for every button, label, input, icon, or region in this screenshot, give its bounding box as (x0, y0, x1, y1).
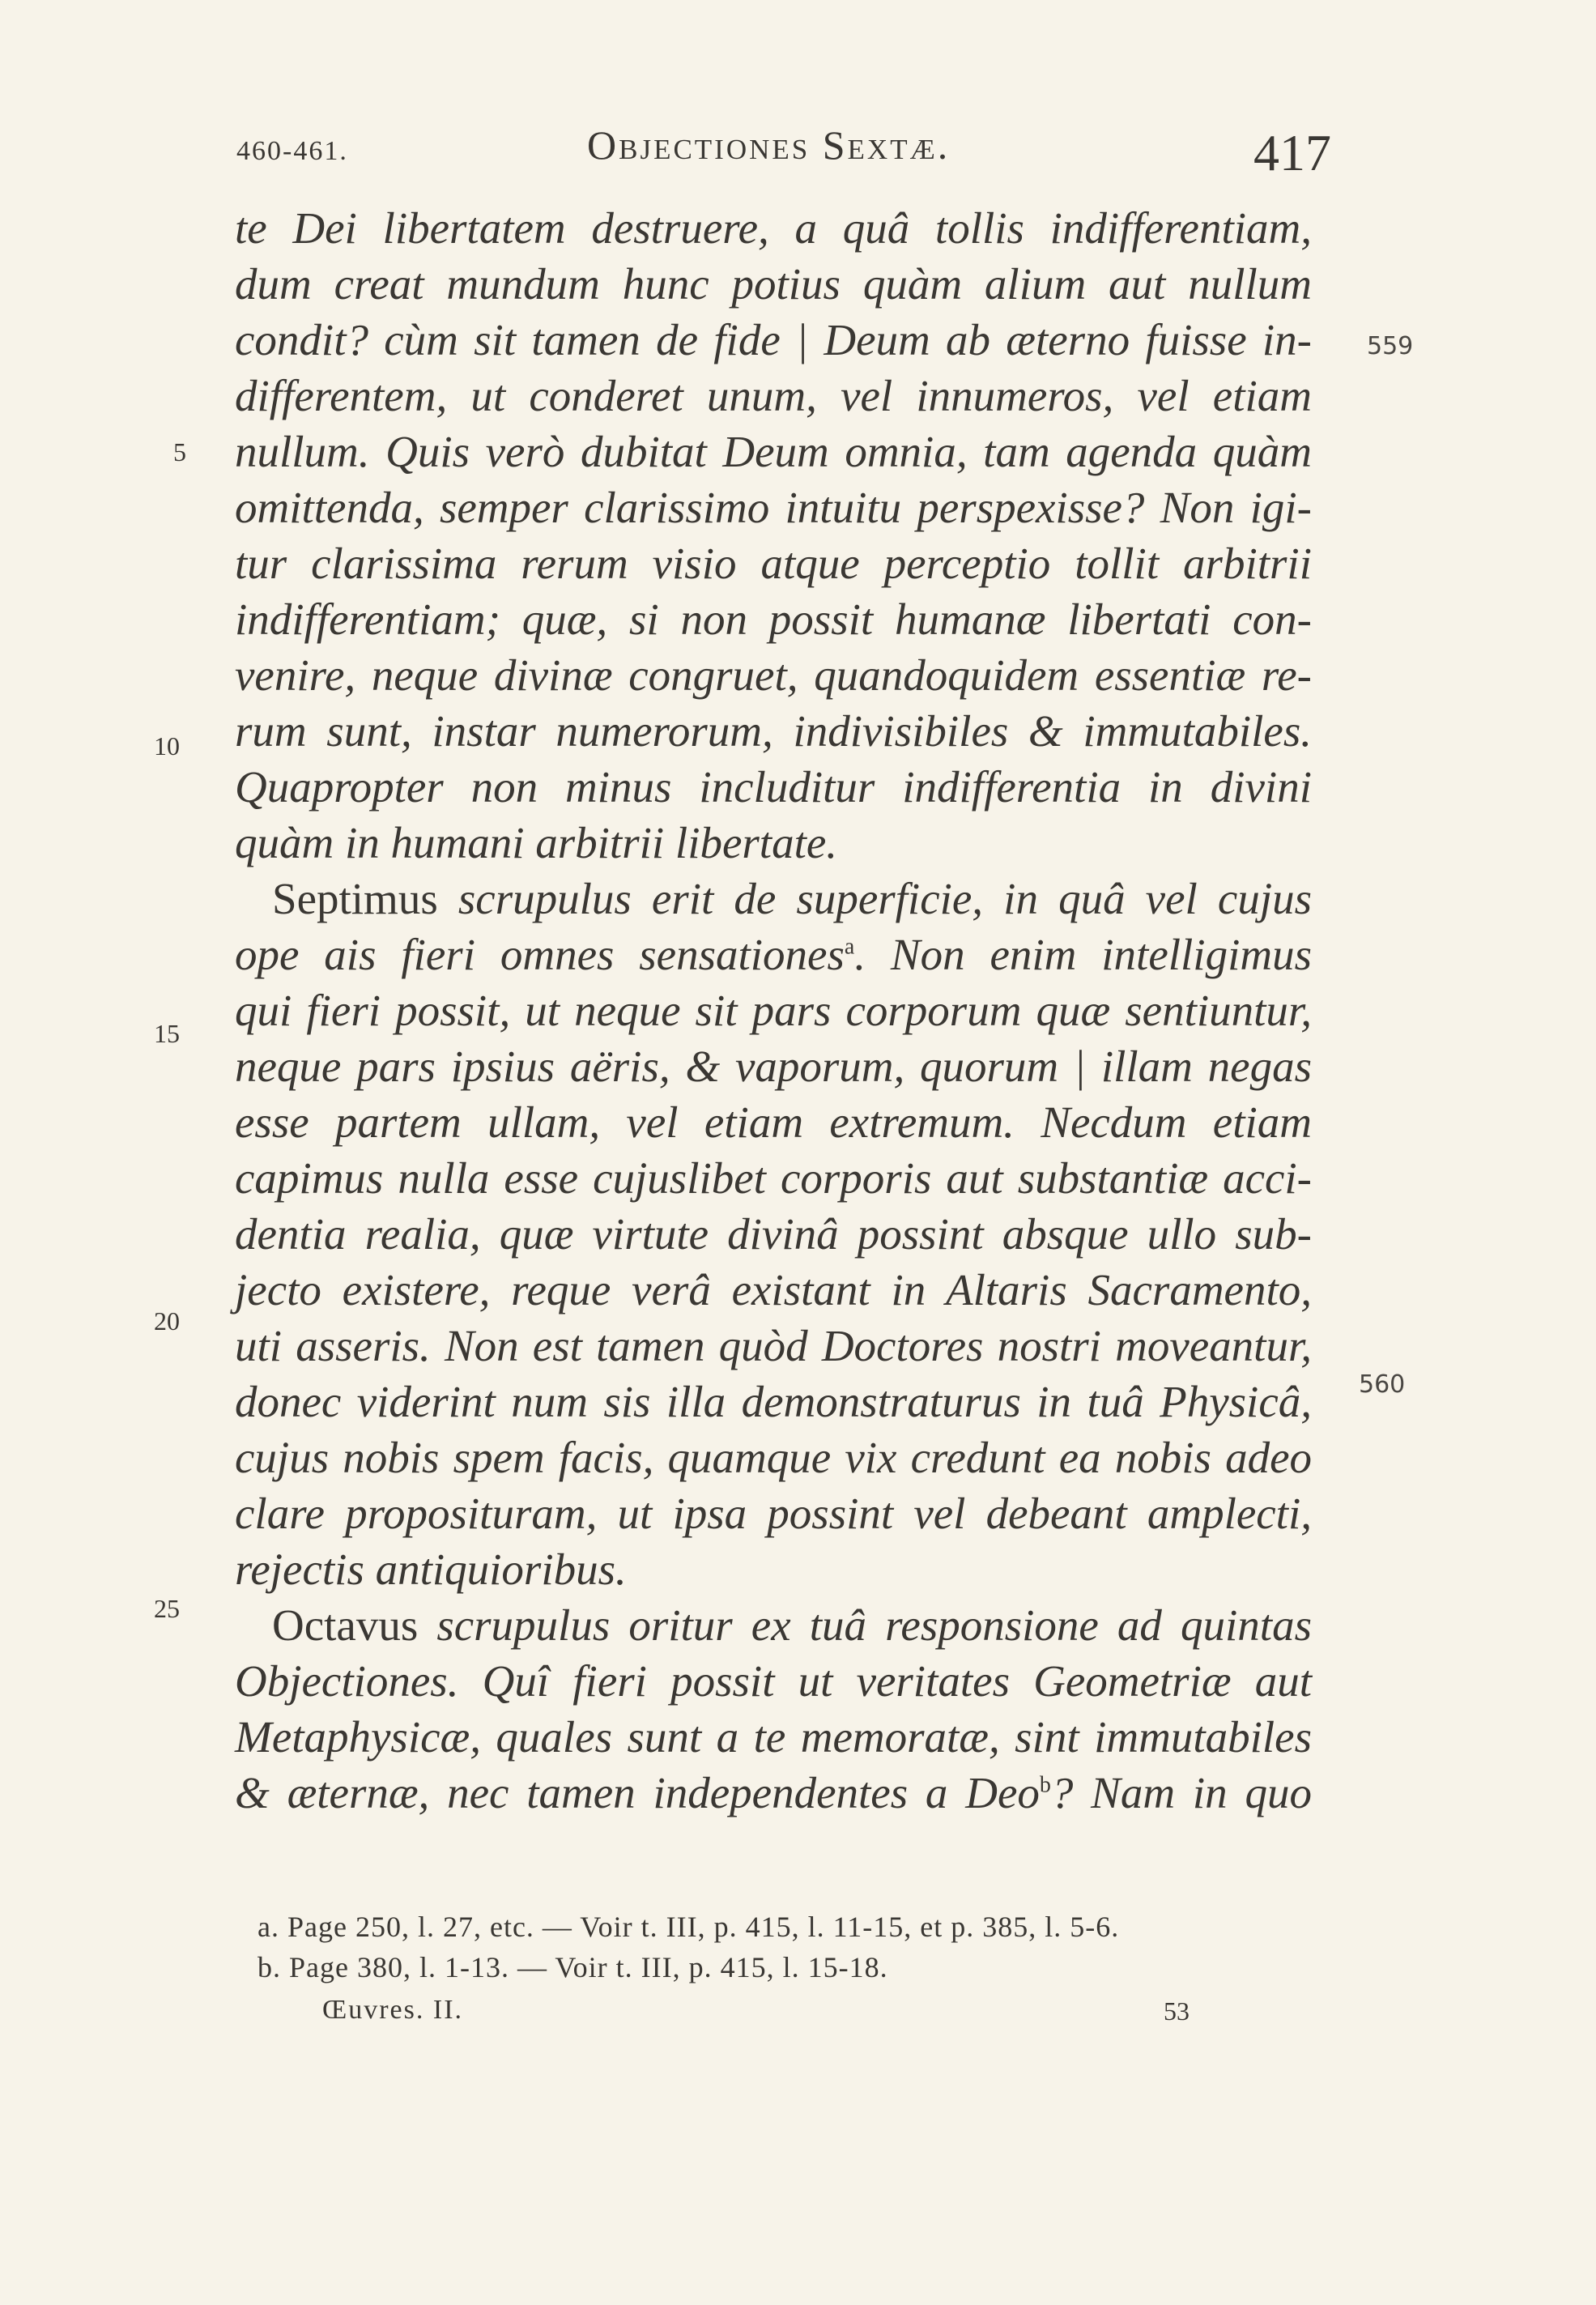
text-line-21: uti asseris. Non est tamen quòd Doctores nostri moveantur, (235, 1321, 1312, 1370)
text-line-13-rest: scrupulus erit de superficie, in quâ vel cujus (458, 874, 1313, 923)
margin-ref-560: 560 (1359, 1370, 1406, 1399)
text-line-25: rejectis antiquioribus. (235, 1544, 627, 1594)
text-line-4: differentem, ut conderet unum, vel innumeros, vel etiam (235, 371, 1312, 420)
text-line-29 (235, 1770, 1312, 1815)
text-line-3: condit? cùm sit tamen de fide | Deum ab æterno fuisse in- (235, 315, 1312, 364)
text-line-15: qui fieri possit, ut neque sit pars corporum quæ sentiuntur, (235, 986, 1312, 1035)
text-line-28: Metaphysicæ, quales sunt a te memoratæ, sint immutabiles (235, 1712, 1312, 1762)
line-number-20: 20 (154, 1306, 180, 1336)
line-number-25: 25 (154, 1594, 180, 1623)
footnote-a: a. Page 250, l. 27, etc. — Voir t. III, p. 415, l. 11-15, et p. 385, l. 5-6. (257, 1911, 1120, 1943)
text-line-18: capimus nulla esse cujuslibet corporis aut substantiæ acci- (235, 1153, 1312, 1203)
line-number-10: 10 (154, 731, 180, 761)
margin-ref-559: 559 (1367, 332, 1414, 360)
line-number-5: 5 (173, 437, 186, 467)
line-number-15: 15 (154, 1019, 180, 1048)
text-line-23: cujus nobis spem facis, quamque vix credunt ea nobis adeo (235, 1433, 1312, 1482)
volume-signature: Œuvres. II. (322, 1995, 464, 2025)
footnote-marker-b: b (1039, 1772, 1051, 1798)
text-line-17: esse partem ullam, vel etiam extremum. Necdum etiam (235, 1097, 1312, 1147)
text-line-29-head: & æternæ, nec tamen independentes a Deo (235, 1768, 1040, 1817)
paragraph-lead-word: Septimus (272, 874, 438, 923)
footnote-marker-a: a (844, 934, 855, 960)
text-line-5: nullum. Quis verò dubitat Deum omnia, tam agenda quàm (235, 427, 1312, 476)
text-line-24: clare proposituram, ut ipsa possint vel debeant amplecti, (235, 1489, 1312, 1538)
text-line-8: indifferentiam; quæ, si non possit humanæ libertati con- (235, 594, 1312, 644)
page-number: 417 (1253, 124, 1331, 181)
header-title: Objectiones Sextæ. (587, 122, 951, 168)
text-line-1: te Dei libertatem destruere, a quâ tollis indifferentiam, (235, 203, 1312, 253)
text-line-11: Quapropter non minus includitur indifferentia in divini (235, 762, 1312, 812)
text-line-16: neque pars ipsius aëris, & vaporum, quorum | illam negas (235, 1042, 1312, 1091)
text-line-9: venire, neque divinæ congruet, quandoquidem essentiæ re- (235, 650, 1312, 700)
text-line-6: omittenda, semper clarissimo intuitu perspexisse? Non igi- (235, 483, 1312, 532)
text-line-7: tur clarissima rerum visio atque perceptio tollit arbitrii (235, 539, 1312, 588)
paragraph-lead-word: Octavus (272, 1600, 419, 1650)
text-line-2: dum creat mundum hunc potius quàm alium aut nullum (235, 259, 1312, 309)
text-line-14 (235, 932, 1312, 977)
text-line-12: quàm in humani arbitrii libertate. (235, 818, 838, 867)
text-line-14-tail: . Non enim intelligimus (854, 930, 1312, 979)
header-page-range: 460-461. (236, 136, 348, 166)
footnote-b: b. Page 380, l. 1-13. — Voir t. III, p. 415, l. 15-18. (257, 1951, 888, 1983)
text-line-26 (272, 1600, 1312, 1650)
text-line-13 (272, 876, 1312, 921)
sheet-number: 53 (1164, 1996, 1190, 2026)
text-line-22: donec viderint num sis illa demonstraturus in tuâ Physicâ, (235, 1377, 1312, 1426)
text-line-26-rest: scrupulus oritur ex tuâ responsione ad quintas (436, 1600, 1312, 1650)
text-line-27: Objectiones. Quî fieri possit ut veritates Geometriæ aut (235, 1656, 1312, 1706)
text-line-20: jecto existere, reque verâ existant in Altaris Sacramento, (235, 1265, 1312, 1314)
text-line-29-tail: ? Nam in quo (1050, 1768, 1312, 1817)
running-header (0, 121, 1596, 186)
text-line-19: dentia realia, quæ virtute divinâ possint absque ullo sub- (235, 1209, 1312, 1259)
text-line-14-head: ope ais fieri omnes sensationes (235, 930, 845, 979)
text-line-10: rum sunt, instar numerorum, indivisibiles & immutabiles. (235, 706, 1312, 756)
